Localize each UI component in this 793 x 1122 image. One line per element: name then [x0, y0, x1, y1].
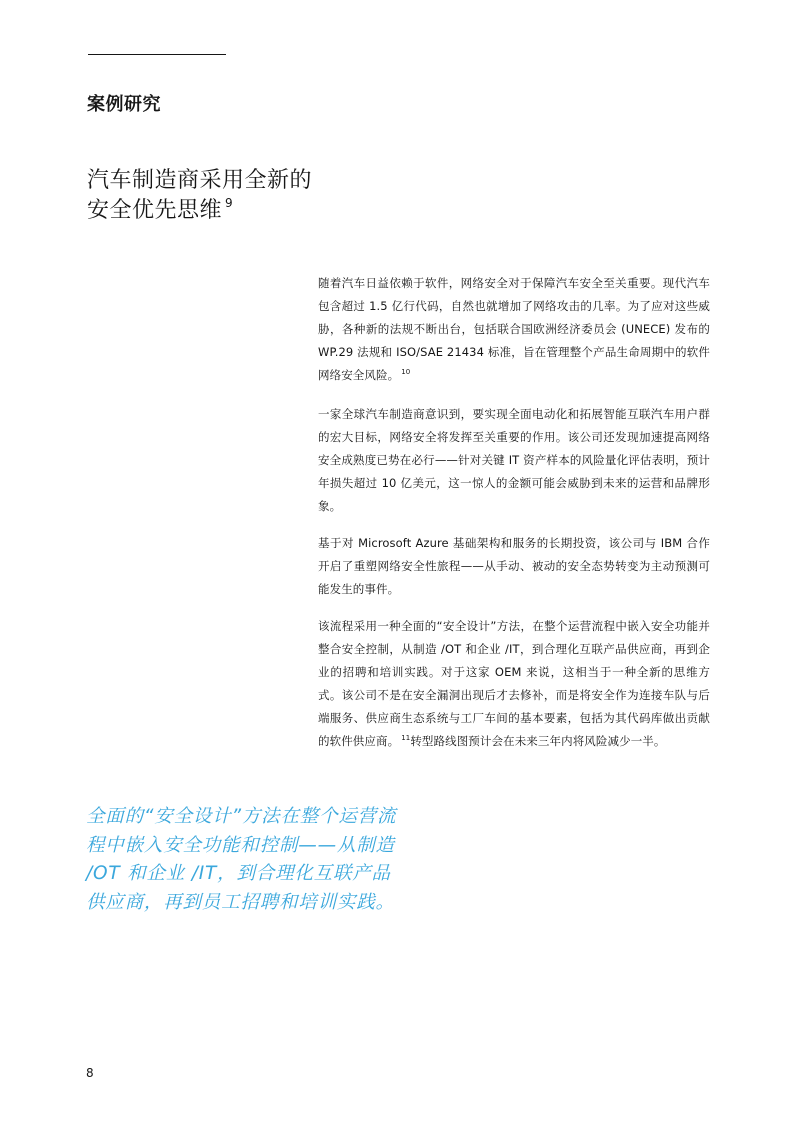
- footnote-ref-10: 10: [401, 368, 411, 376]
- page-number: 8: [86, 1066, 94, 1080]
- headline-line-2-text: 安全优先思维: [87, 198, 223, 223]
- body-paragraph-2: 一家全球汽车制造商意识到，要实现全面电动化和拓展智能互联汽车用户群的宏大目标，网络安全将发挥至关重要的作用。该公司还发现加速提高网络安全成熟度已势在必行——针对关键 IT 资产样本的风险量化评估表明，预计年损失超过 10 亿美元，这一惊人的金额可能会威胁到未来的运营和品牌形象。: [318, 407, 710, 513]
- paragraph-4-text-a: 该流程采用一种全面的“安全设计”方法，在整个运营流程中嵌入安全功能并整合安全控制，从制造 /OT 和企业 /IT，到合理化互联产品供应商，再到企业的招聘和培训实践。对于这家 OEM 来说，这相当于一种全新的思维方式。该公司不是在安全漏洞出现后才去修补，而是将安全作为连接车队与后端服务、供应商生态系统与工厂车间的基本要素，包括为其代码库做出贡献的软件供应商。: [318, 619, 710, 748]
- top-divider: [88, 54, 226, 55]
- headline-line-2: [87, 196, 367, 228]
- section-label: 案例研究: [87, 94, 161, 115]
- headline-line-1: 汽车制造商采用全新的: [87, 168, 313, 193]
- headline-footnote-ref: 9: [225, 196, 234, 210]
- body-paragraph-3: 基于对 Microsoft Azure 基础架构和服务的长期投资，该公司与 IBM 合作开启了重塑网络安全性旅程——从手动、被动的安全态势转变为主动预测可能发生的事件。: [318, 536, 710, 596]
- paragraph-4-text-b: 转型路线图预计会在未来三年内将风险减少一半。: [410, 734, 666, 748]
- body-paragraph-4: [318, 615, 710, 755]
- pull-quote: 全面的“安全设计”方法在整个运营流程中嵌入安全功能和控制——从制造 /OT 和企业 /IT，到合理化互联产品供应商，再到员工招聘和培训实践。: [86, 806, 397, 913]
- footnote-ref-11: 11: [401, 734, 411, 742]
- body-column: [318, 272, 710, 769]
- page-headline: [87, 166, 367, 228]
- paragraph-1-text: 随着汽车日益依赖于软件，网络安全对于保障汽车安全至关重要。现代汽车包含超过 1.5 亿行代码，自然也就增加了网络攻击的几率。为了应对这些威胁，各种新的法规不断出台，包括联合国欧洲经济委员会 (UNECE) 发布的 WP.29 法规和 ISO/SAE 21434 标准，旨在管理整个产品生命周期中的软件网络安全风险。: [318, 276, 710, 382]
- body-paragraph-1: [318, 272, 710, 389]
